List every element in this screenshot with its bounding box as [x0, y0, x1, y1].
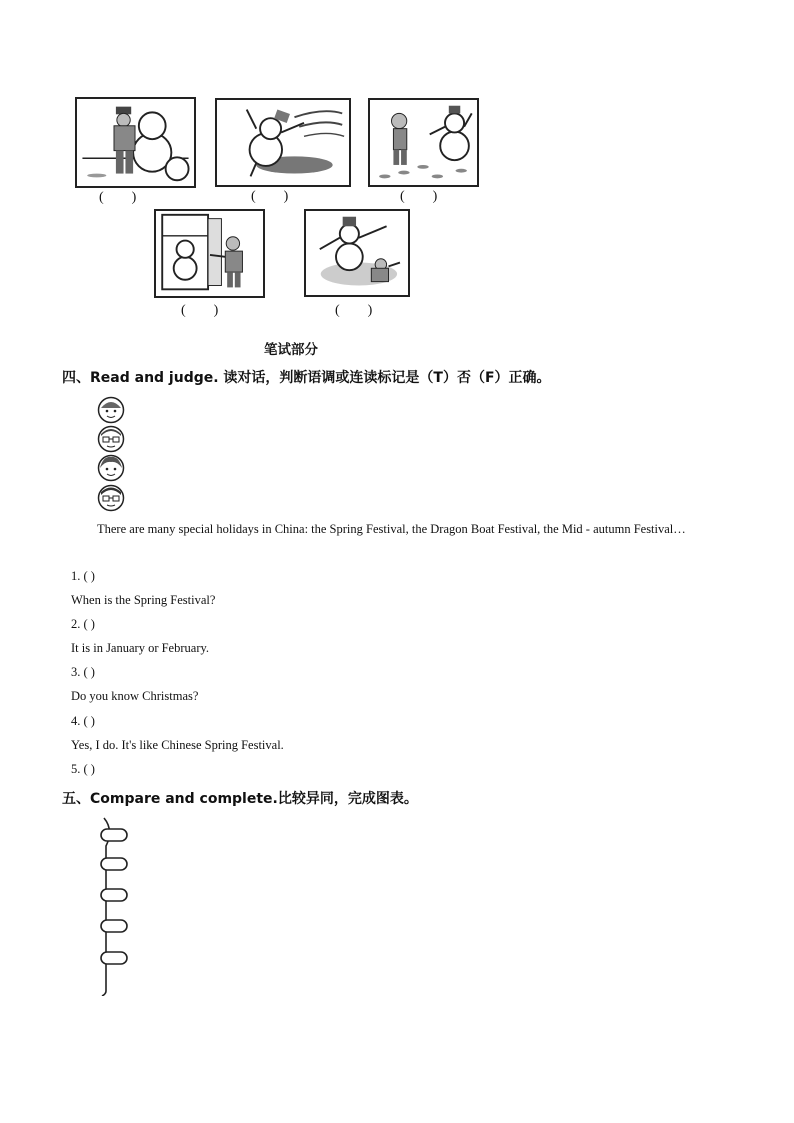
picture-1-boy-building-snowman	[75, 97, 196, 188]
section5-title: 五、Compare and complete.比较异同，完成图表。	[62, 791, 418, 807]
written-part-title: 笔试部分	[264, 342, 318, 358]
item-3-sentence: Do you know Christmas?	[71, 689, 199, 703]
boy-glasses-face-icon	[97, 425, 125, 453]
picture-5-snowman-and-boy-playing	[304, 209, 410, 297]
answer-paren-2[interactable]: ( )	[251, 189, 289, 204]
item-5-number[interactable]: 5. ( )	[71, 762, 95, 776]
answer-paren-1[interactable]: ( )	[99, 190, 137, 205]
answer-paren-5[interactable]: ( )	[335, 303, 373, 318]
item-4-sentence: Yes, I do. It's like Chinese Spring Festival.	[71, 738, 284, 752]
item-2-sentence: It is in January or February.	[71, 641, 210, 655]
item-1-sentence: When is the Spring Festival?	[71, 593, 216, 607]
compare-chain-diagram	[92, 816, 142, 996]
item-4-number[interactable]: 4. ( )	[71, 714, 95, 728]
answer-paren-3[interactable]: ( )	[400, 189, 438, 204]
reading-passage: There are many special holidays in China: the Spring Festival, the Dragon Boat Festival, the Mid - autumn Festival…	[97, 522, 686, 536]
girl-face-icon	[97, 396, 125, 424]
girl-face-icon-2	[97, 454, 125, 482]
boy-glasses-face-icon-2	[97, 484, 125, 512]
section4-title: 四、Read and judge. 读对话，判断语调或连读标记是（T）否（F）正确。	[62, 370, 551, 386]
item-3-number[interactable]: 3. ( )	[71, 665, 95, 679]
picture-2-snowman-dancing-in-wind	[215, 98, 351, 187]
item-2-number[interactable]: 2. ( )	[71, 617, 95, 631]
picture-4-snowman-in-fridge	[154, 209, 265, 298]
item-1-number[interactable]: 1. ( )	[71, 569, 95, 583]
answer-paren-4[interactable]: ( )	[181, 303, 219, 318]
picture-3-boy-surprised-snowman	[368, 98, 479, 187]
